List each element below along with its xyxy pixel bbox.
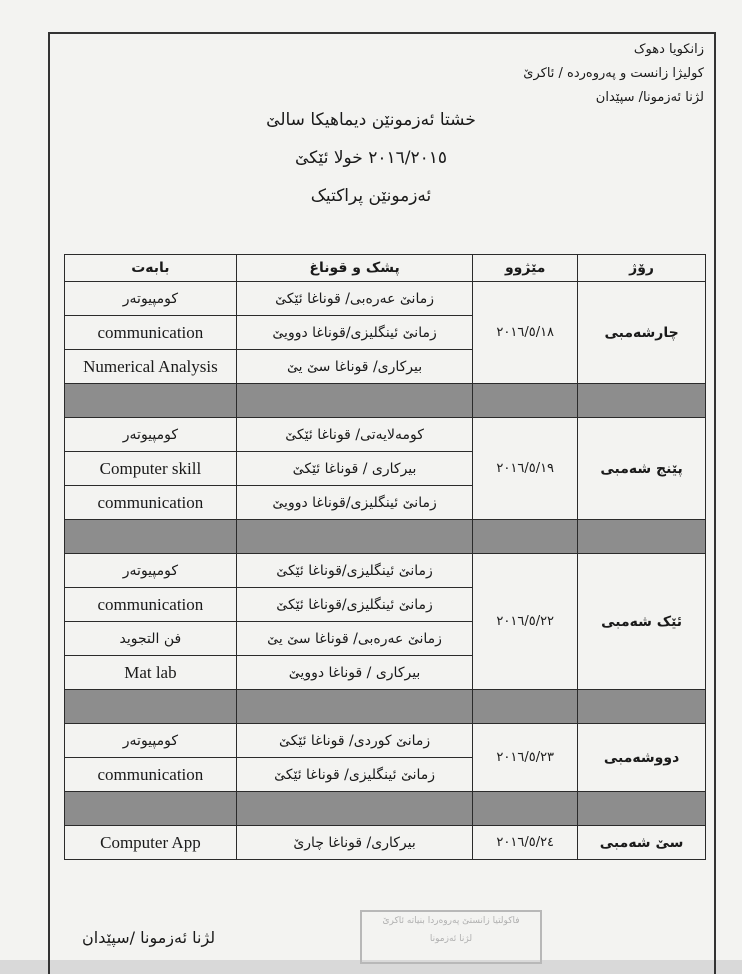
stage-cell: بیرکاری/ قوناغا چارێ [236, 826, 472, 860]
day-cell: ئێک شەمبی [578, 554, 706, 690]
date-cell: ٢٠١٦/٥/٢٣ [473, 724, 578, 792]
subject-cell: Computer App [65, 826, 237, 860]
separator-cell [65, 690, 237, 724]
separator-row [65, 690, 706, 724]
subject-cell: کومپیوتەر [65, 724, 237, 758]
document-title: خشتا ئەزمونێن دیماهیکا سالێ [266, 110, 476, 130]
separator-row [65, 520, 706, 554]
academic-year: ٢٠١٦/٢٠١٥ خولا ئێکێ [295, 148, 447, 168]
table-row [65, 826, 706, 860]
subject-cell: فن التجوید [65, 622, 237, 656]
header-stage: پشک و قوناغ [236, 255, 472, 282]
college-name: کولیژا زانست و پەروەردە / ئاکرێ [523, 66, 704, 81]
table-row [65, 418, 706, 452]
separator-cell [65, 792, 237, 826]
table-row [65, 554, 706, 588]
separator-cell [473, 520, 578, 554]
stage-cell: زمانێ عەرەبی/ قوناغا سێ یێ [236, 622, 472, 656]
stamp-line-2: لژنا ئەزمونا [429, 934, 473, 944]
subject-cell: communication [65, 588, 237, 622]
separator-cell [236, 690, 472, 724]
day-cell: دووشەمبی [578, 724, 706, 792]
separator-cell [473, 792, 578, 826]
header-day: رۆژ [578, 255, 706, 282]
separator-cell [65, 520, 237, 554]
separator-cell [578, 792, 706, 826]
official-stamp [360, 910, 542, 964]
title-block [0, 108, 742, 222]
table-row [65, 724, 706, 758]
separator-cell [65, 384, 237, 418]
table-row [65, 282, 706, 316]
stamp-line-1: فاکولتیا زانستێ پەروەردا بنیاتە ئاکرێ [382, 916, 520, 926]
date-cell: ٢٠١٦/٥/٢٤ [473, 826, 578, 860]
subject-cell: communication [65, 316, 237, 350]
exam-type: ئەزمونێن پراکتیک [310, 186, 432, 206]
date-cell: ٢٠١٦/٥/١٨ [473, 282, 578, 384]
stage-cell: زمانێ ئینگلیزی/قوناغا دوویێ [236, 316, 472, 350]
day-cell: پێنج شەمبی [578, 418, 706, 520]
committee-name: لژنا ئەزمونا/ سپێدان [595, 90, 704, 105]
header-block [523, 38, 704, 110]
separator-cell [236, 384, 472, 418]
header-date: مێژوو [473, 255, 578, 282]
stage-cell: زمانێ ئینگلیزی/ قوناغا ئێکێ [236, 758, 472, 792]
separator-cell [473, 690, 578, 724]
stage-cell: بیرکاری / قوناغا ئێکێ [236, 452, 472, 486]
subject-cell: communication [65, 758, 237, 792]
subject-cell: communication [65, 486, 237, 520]
separator-cell [578, 520, 706, 554]
stage-cell: بیرکاری / قوناغا دوویێ [236, 656, 472, 690]
subject-cell: کومپیوتەر [65, 554, 237, 588]
subject-cell: Mat lab [65, 656, 237, 690]
separator-cell [578, 384, 706, 418]
table-header-row [65, 255, 706, 282]
stage-cell: زمانێ کوردی/ قوناغا ئێکێ [236, 724, 472, 758]
separator-row [65, 792, 706, 826]
subject-cell: Computer skill [65, 452, 237, 486]
separator-cell [473, 384, 578, 418]
stage-cell: زمانێ ئینگلیزی/قوناغا ئێکێ [236, 588, 472, 622]
separator-cell [578, 690, 706, 724]
stage-cell: زمانێ ئینگلیزی/قوناغا دوویێ [236, 486, 472, 520]
footer-signature: لژنا ئەزمونا /سپێدان [82, 928, 216, 947]
subject-cell: کومپیوتەر [65, 282, 237, 316]
separator-cell [236, 792, 472, 826]
date-cell: ٢٠١٦/٥/٢٢ [473, 554, 578, 690]
subject-cell: کومپیوتەر [65, 418, 237, 452]
day-cell: چارشەمبی [578, 282, 706, 384]
stage-cell: زمانێ ئینگلیزی/قوناغا ئێکێ [236, 554, 472, 588]
day-cell: سێ شەمبی [578, 826, 706, 860]
stage-cell: کومەلایەتی/ قوناغا ئێکێ [236, 418, 472, 452]
exam-schedule-table [64, 254, 706, 860]
separator-row [65, 384, 706, 418]
stage-cell: بیرکاری/ قوناغا سێ یێ [236, 350, 472, 384]
date-cell: ٢٠١٦/٥/١٩ [473, 418, 578, 520]
table-body [65, 282, 706, 860]
subject-cell: Numerical Analysis [65, 350, 237, 384]
stage-cell: زمانێ عەرەبی/ قوناغا ئێکێ [236, 282, 472, 316]
university-name: زانکویا دهوک [633, 42, 704, 57]
header-subject: بابەت [65, 255, 237, 282]
separator-cell [236, 520, 472, 554]
